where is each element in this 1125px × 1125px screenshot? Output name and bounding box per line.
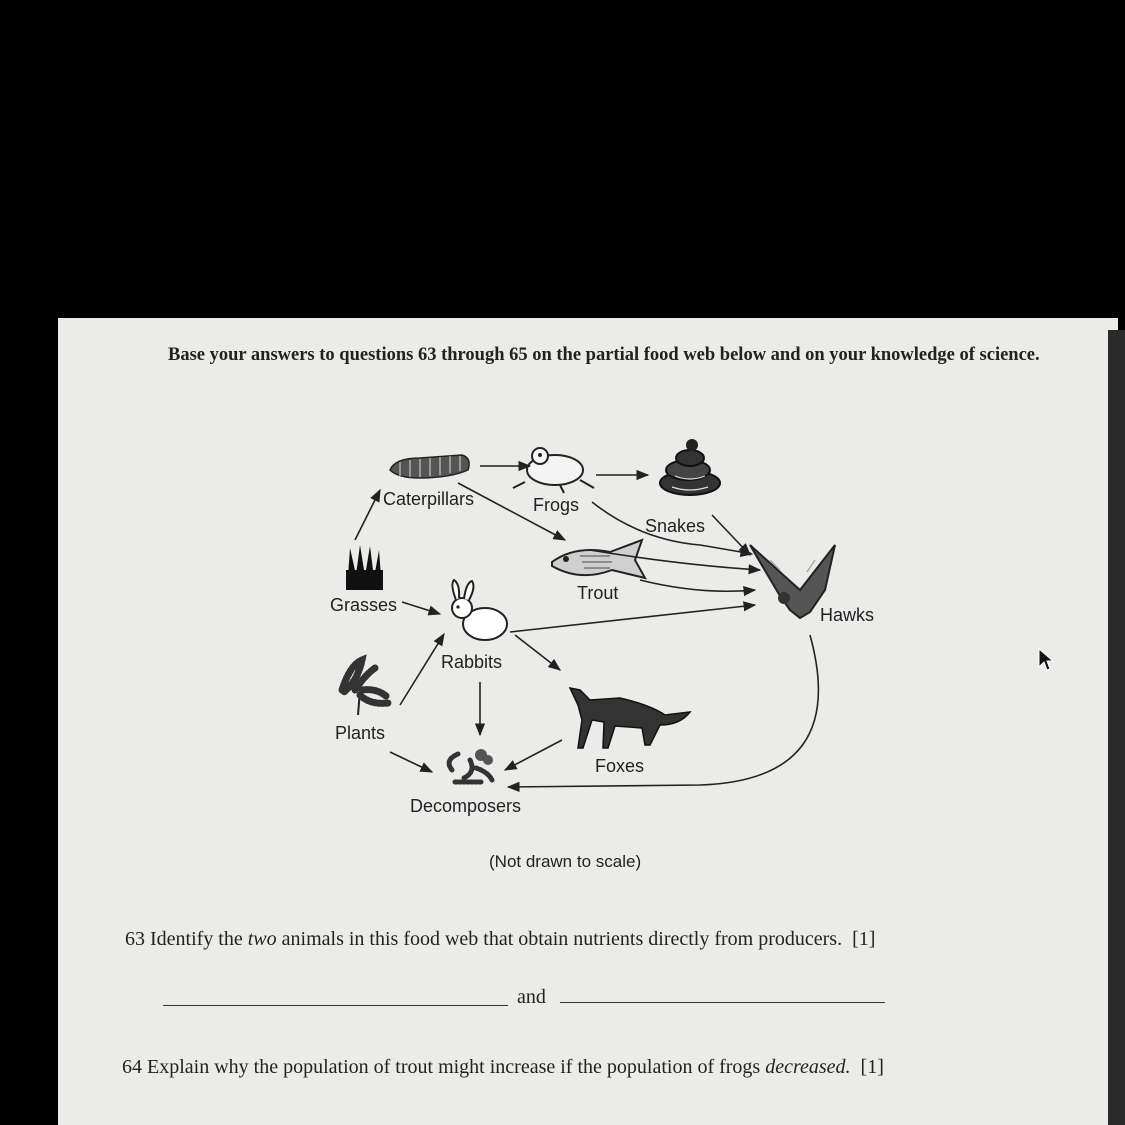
label-snakes: Snakes — [645, 516, 706, 536]
mouse-cursor-icon — [1038, 648, 1054, 672]
q64-points: [1] — [860, 1056, 884, 1078]
arrow-grasses-caterpillars — [355, 490, 380, 540]
arrow-snakes-hawks-2 — [712, 515, 750, 555]
label-decomposers: Decomposers — [410, 796, 522, 816]
plant-icon — [342, 660, 388, 715]
question-64 — [122, 1056, 884, 1079]
q63-number: 63 — [125, 928, 145, 950]
frog-icon — [513, 448, 594, 493]
label-foxes: Foxes — [595, 756, 645, 776]
q63-text-after: animals in this food web that obtain nutrients directly from producers. — [281, 928, 843, 950]
q63-answer-line-1[interactable] — [163, 1005, 508, 1006]
q64-text-before: Explain why the population of trout might increase if the population of frogs — [147, 1056, 761, 1078]
arrow-plants-rabbits — [400, 634, 444, 705]
q63-answer-line-2[interactable] — [560, 1002, 885, 1003]
arrow-rabbits-hawks — [510, 605, 755, 632]
q64-number: 64 — [122, 1056, 142, 1078]
q63-text-before: Identify the — [150, 928, 243, 950]
fox-icon — [570, 688, 690, 748]
scale-note: (Not drawn to scale) — [489, 852, 642, 871]
q63-and: and — [517, 986, 546, 1008]
label-trout: Trout — [577, 583, 619, 603]
label-grasses: Grasses — [330, 595, 398, 615]
label-caterpillars: Caterpillars — [383, 489, 475, 509]
question-63 — [125, 928, 875, 951]
q63-emphasis: two — [247, 928, 277, 950]
arrow-hawks-decomposers — [508, 635, 818, 787]
q63-points: [1] — [852, 928, 876, 950]
arrow-plants-decomposers — [390, 752, 432, 772]
trout-icon — [552, 540, 645, 578]
rabbit-icon — [452, 580, 507, 640]
arrow-rabbits-foxes — [515, 635, 560, 670]
grass-icon — [346, 545, 383, 590]
arrow-trout-hawks — [640, 580, 755, 591]
label-hawks: Hawks — [820, 605, 875, 625]
label-plants: Plants — [335, 723, 386, 743]
arrow-foxes-decomposers — [505, 740, 562, 770]
caterpillar-icon — [390, 455, 469, 478]
q64-emphasis: decreased. — [765, 1056, 851, 1078]
label-rabbits: Rabbits — [441, 652, 503, 672]
decomposers-icon — [449, 749, 493, 782]
label-frogs: Frogs — [533, 495, 580, 515]
snake-icon — [660, 439, 720, 495]
arrow-grasses-rabbits — [402, 602, 440, 614]
intro-text: Base your answers to questions 63 through 65 on the partial food web below and on your knowledge of science. — [168, 345, 1040, 365]
